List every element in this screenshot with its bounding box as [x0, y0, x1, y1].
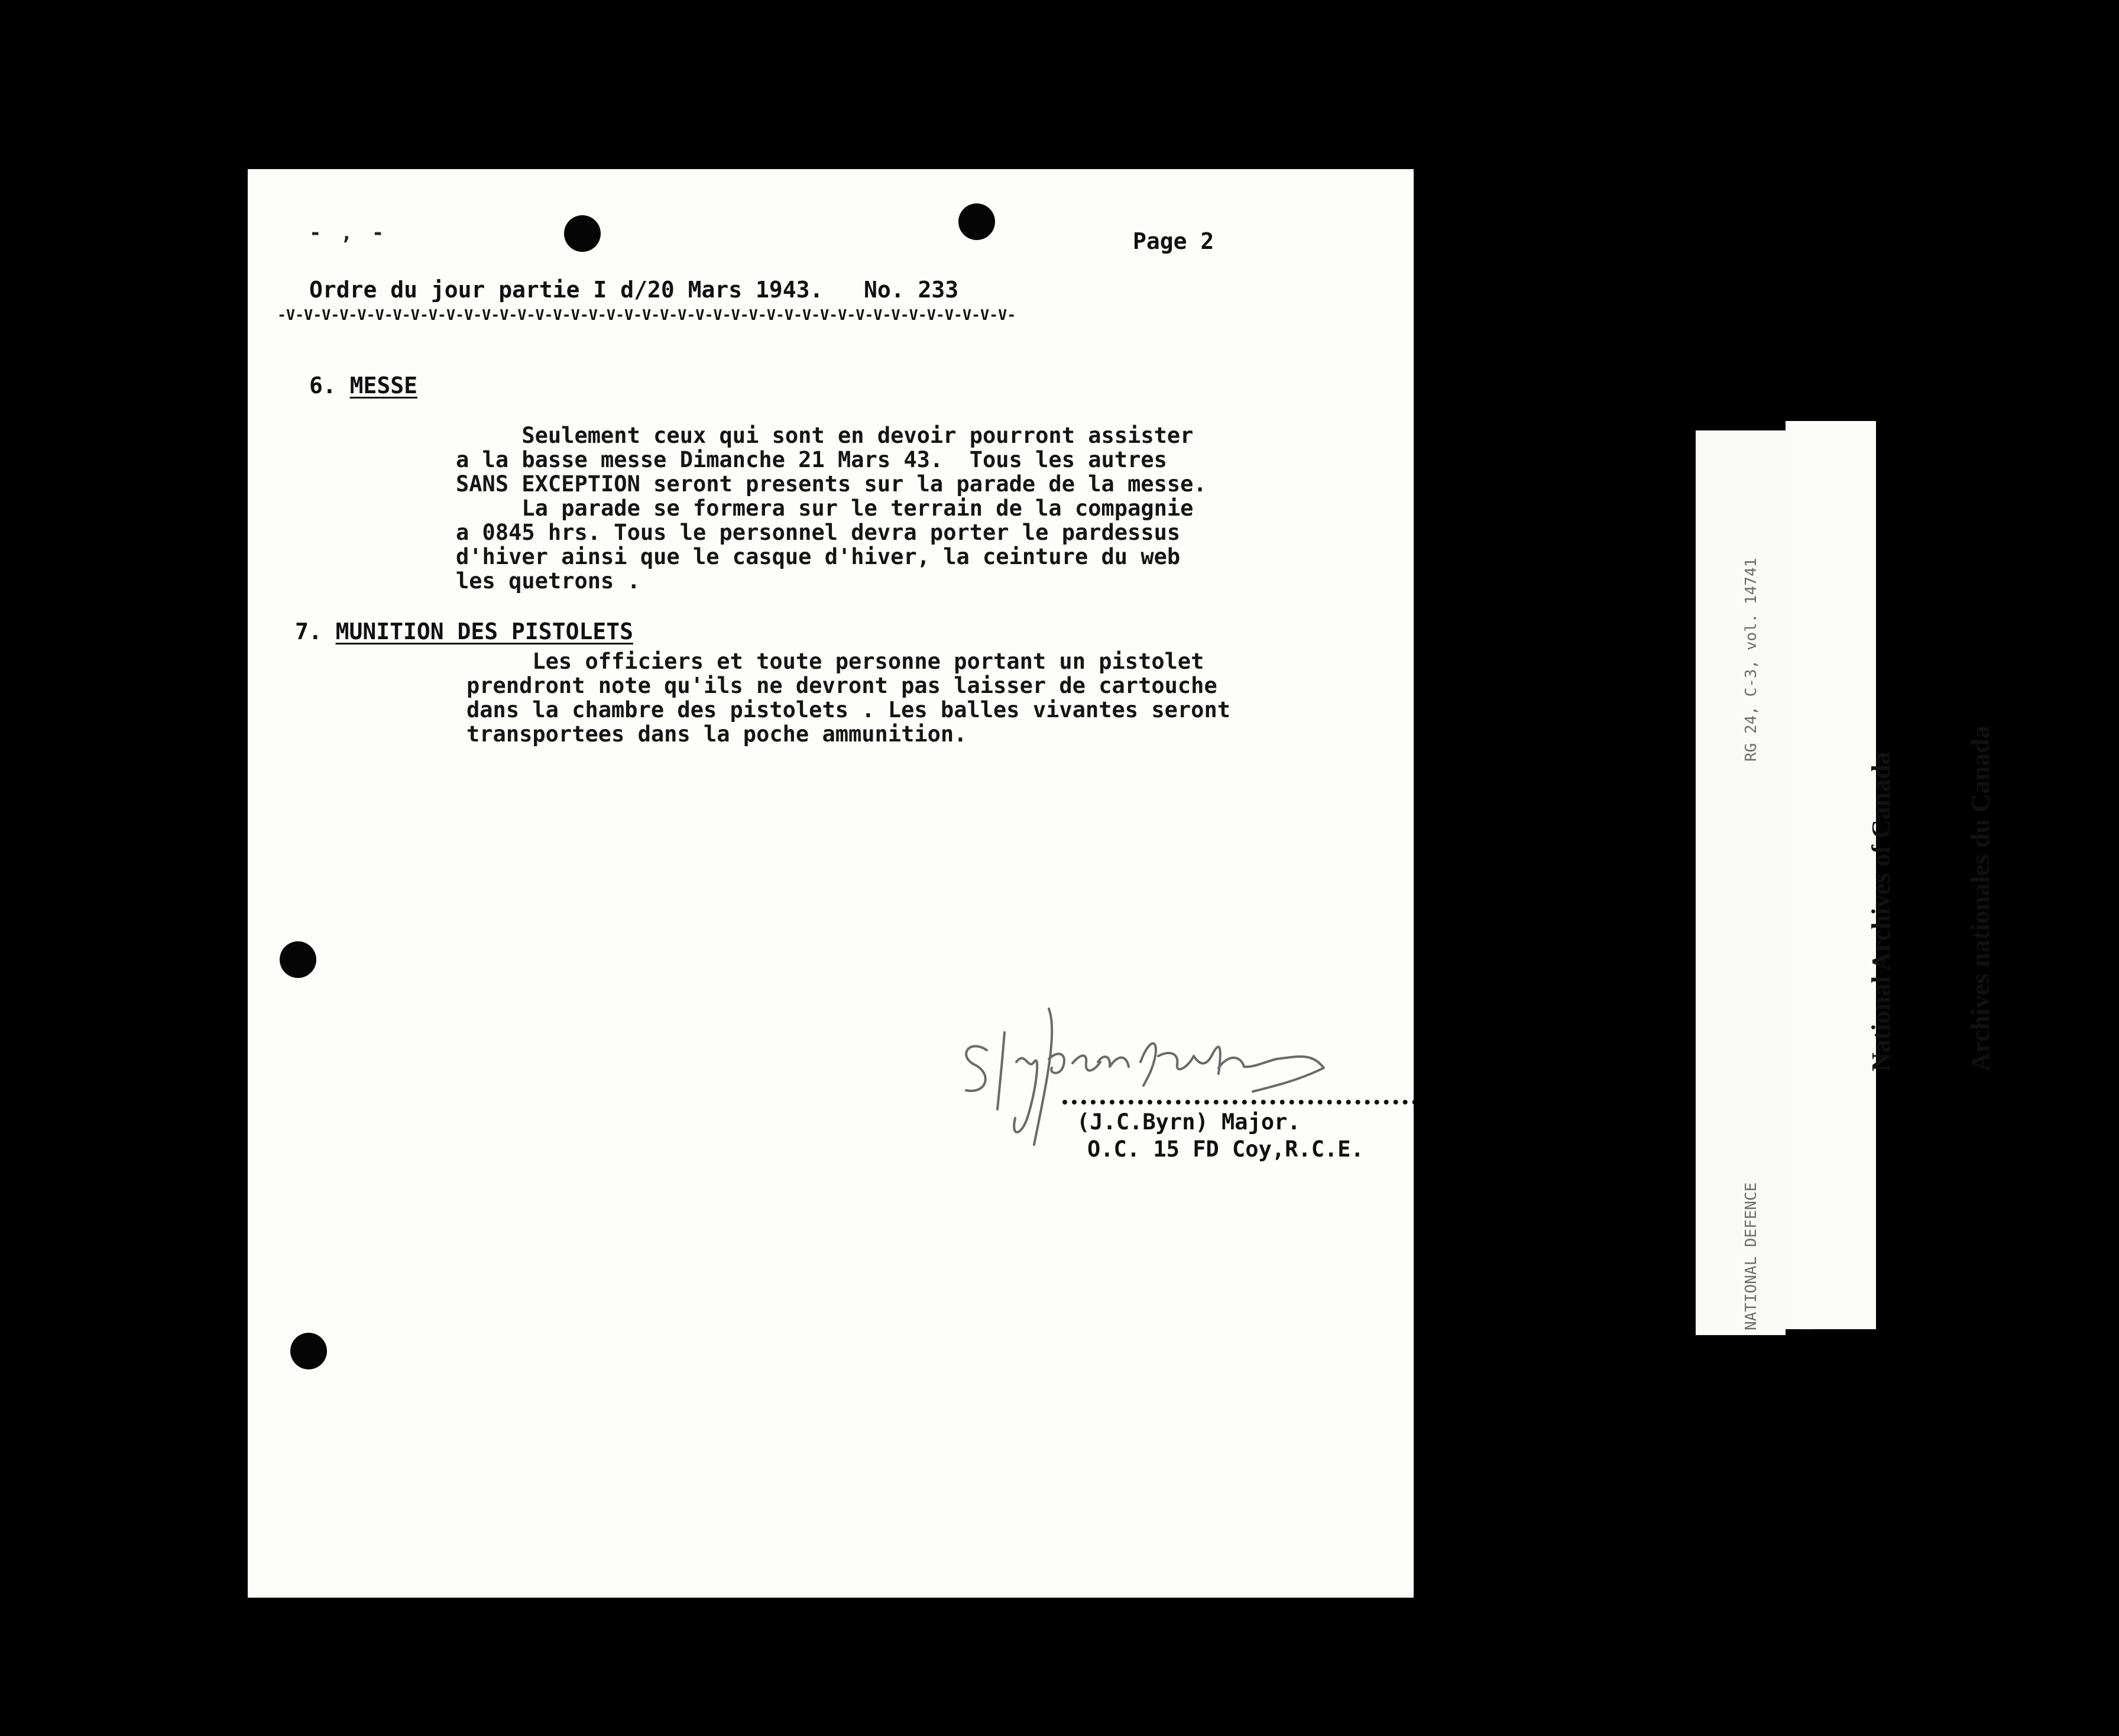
section-6-line: La parade se formera sur le terrain de la compagnie — [456, 495, 1194, 521]
section-6-heading — [309, 373, 417, 399]
archives-name-strip — [1786, 421, 1995, 1329]
section-6-line: d'hiver ainsi que le casque d'hiver, la ceinture du web — [456, 544, 1181, 569]
archive-reference-line-1: RG 24, C-3, vol. 14741 — [1742, 558, 1760, 762]
page-number: Page 2 — [1133, 228, 1214, 254]
section-6-line: les quetrons . — [456, 568, 640, 594]
section-6-number: 6. — [309, 373, 350, 399]
section-7-body — [466, 649, 1230, 746]
document-page — [248, 169, 1414, 1598]
section-6-title: MESSE — [349, 373, 418, 399]
order-header: Ordre du jour partie I d/20 Mars 1943. No. 233 — [309, 277, 959, 303]
section-7-line: prendront note qu'ils ne devront pas laisser de cartouche — [466, 673, 1217, 698]
section-7-line: transportees dans la poche ammunition. — [466, 721, 967, 747]
punch-hole — [564, 215, 601, 252]
section-7-line: dans la chambre des pistolets . Les balles vivantes seront — [466, 697, 1231, 723]
archives-name — [1799, 726, 2063, 1071]
section-7-title: MUNITION DES PISTOLETS — [335, 618, 633, 644]
archives-name-en: National Archives of Canada — [1867, 752, 1896, 1071]
section-7-number: 7. — [295, 618, 336, 644]
section-6-line: SANS EXCEPTION seront presents sur la parade de la messe. — [456, 471, 1207, 497]
archives-name-fr: Archives nationales du Canada — [1966, 726, 1995, 1071]
punch-hole — [290, 1333, 327, 1369]
section-6-line: Seulement ceux qui sont en devoir pourront assister — [456, 423, 1194, 448]
signature-dotted-line — [1062, 1100, 1414, 1105]
signatory-name: (J.C.Byrn) Major. — [1077, 1109, 1301, 1135]
section-7-line: Les officiers et toute personne portant un pistolet — [466, 649, 1204, 674]
section-6-line: a la basse messe Dimanche 21 Mars 43. Tous les autres — [456, 447, 1167, 472]
section-7-heading — [295, 618, 633, 644]
corner-marks: - , - — [309, 221, 388, 245]
signatory-unit: O.C. 15 FD Coy,R.C.E. — [1087, 1136, 1364, 1162]
section-6-body — [456, 423, 1207, 593]
punch-hole — [958, 203, 995, 240]
archive-reference-strip — [1696, 430, 1786, 1335]
separator-rule: -V-V-V-V-V-V-V-V-V-V-V-V-V-V-V-V-V-V-V-V-V-V-V-V-V-V-V-V-V-V-V-V-V-V-V-V-V-V-V-V-V- — [277, 306, 1016, 323]
department-label-en: NATIONAL DEFENCE — [1742, 1182, 1760, 1330]
section-6-line: a 0845 hrs. Tous le personnel devra porter le pardessus — [456, 520, 1181, 545]
punch-hole — [280, 941, 316, 978]
